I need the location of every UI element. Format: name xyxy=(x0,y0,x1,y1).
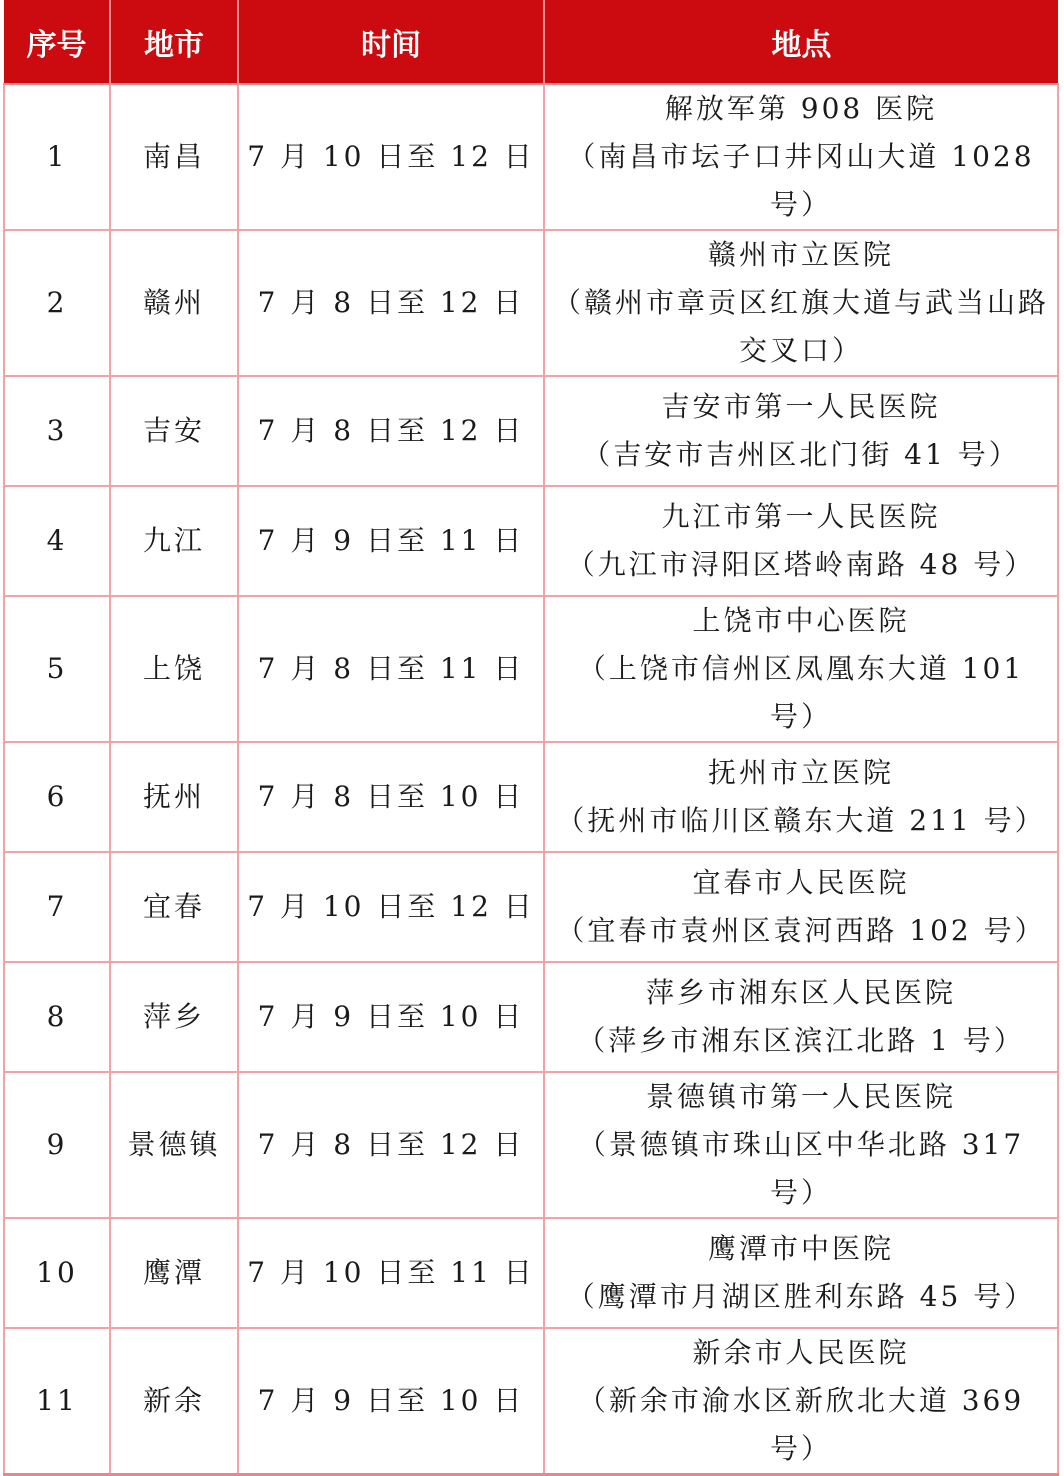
row-time: 7 月 9 日至 10 日 xyxy=(238,1328,544,1475)
place-address: （鹰潭市月湖区胜利东路 45 号） xyxy=(566,1280,1036,1313)
row-place xyxy=(544,1072,1058,1218)
row-time: 7 月 8 日至 10 日 xyxy=(238,742,544,852)
table-row xyxy=(4,742,1058,852)
row-city: 新余 xyxy=(110,1328,238,1475)
row-place xyxy=(544,486,1058,596)
place-address: （抚州市临川区赣东大道 211 号） xyxy=(556,804,1046,837)
table-row xyxy=(4,1072,1058,1218)
place-address: （萍乡市湘东区滨江北路 1 号） xyxy=(577,1024,1025,1057)
row-place xyxy=(544,376,1058,486)
row-city: 九江 xyxy=(110,486,238,596)
row-index: 1 xyxy=(4,84,110,230)
row-city: 景德镇 xyxy=(110,1072,238,1218)
row-index: 3 xyxy=(4,376,110,486)
place-address: （吉安市吉州区北门街 41 号） xyxy=(582,438,1020,471)
row-place xyxy=(544,962,1058,1072)
row-index: 5 xyxy=(4,596,110,742)
place-address: （南昌市坛子口井冈山大道 1028 号） xyxy=(567,140,1035,221)
row-place xyxy=(544,596,1058,742)
header-time: 时间 xyxy=(238,0,544,84)
place-address: （上饶市信州区凤凰东大道 101 号） xyxy=(577,652,1025,733)
hospital-schedule-table xyxy=(3,0,1059,1476)
place-name: 抚州市立医院 xyxy=(707,756,894,789)
place-name: 解放军第 908 医院 xyxy=(664,92,938,125)
place-name: 鹰潭市中医院 xyxy=(707,1232,894,1265)
row-place xyxy=(544,852,1058,962)
header-city: 地市 xyxy=(110,0,238,84)
row-index: 10 xyxy=(4,1218,110,1328)
row-time: 7 月 8 日至 11 日 xyxy=(238,596,544,742)
row-city: 宜春 xyxy=(110,852,238,962)
row-place xyxy=(544,230,1058,376)
header-place: 地点 xyxy=(544,0,1058,84)
row-time: 7 月 9 日至 10 日 xyxy=(238,962,544,1072)
table-header xyxy=(4,0,1058,84)
header-index: 序号 xyxy=(4,0,110,84)
table-row xyxy=(4,230,1058,376)
place-name: 吉安市第一人民医院 xyxy=(661,390,941,423)
row-city: 鹰潭 xyxy=(110,1218,238,1328)
row-index: 7 xyxy=(4,852,110,962)
row-city: 萍乡 xyxy=(110,962,238,1072)
row-time: 7 月 8 日至 12 日 xyxy=(238,230,544,376)
row-time: 7 月 10 日至 12 日 xyxy=(238,84,544,230)
row-place xyxy=(544,1218,1058,1328)
place-address: （新余市渝水区新欣北大道 369 号） xyxy=(577,1384,1025,1465)
place-name: 新余市人民医院 xyxy=(692,1336,910,1369)
place-address: （赣州市章贡区红旗大道与武当山路交叉口） xyxy=(552,286,1049,367)
row-place xyxy=(544,742,1058,852)
table-row xyxy=(4,962,1058,1072)
table-row xyxy=(4,486,1058,596)
table-row xyxy=(4,1218,1058,1328)
table-row xyxy=(4,852,1058,962)
row-index: 4 xyxy=(4,486,110,596)
row-city: 抚州 xyxy=(110,742,238,852)
row-place xyxy=(544,84,1058,230)
row-index: 2 xyxy=(4,230,110,376)
row-place xyxy=(544,1328,1058,1475)
table-body xyxy=(4,84,1058,1475)
row-city: 吉安 xyxy=(110,376,238,486)
row-index: 9 xyxy=(4,1072,110,1218)
row-index: 6 xyxy=(4,742,110,852)
row-time: 7 月 9 日至 11 日 xyxy=(238,486,544,596)
place-address: （宜春市袁州区袁河西路 102 号） xyxy=(556,914,1046,947)
row-time: 7 月 8 日至 12 日 xyxy=(238,376,544,486)
table-row xyxy=(4,1328,1058,1475)
row-time: 7 月 10 日至 11 日 xyxy=(238,1218,544,1328)
row-time: 7 月 10 日至 12 日 xyxy=(238,852,544,962)
place-name: 景德镇市第一人民医院 xyxy=(645,1080,956,1113)
table-row xyxy=(4,376,1058,486)
hospital-schedule-table-container xyxy=(3,0,1059,1465)
place-name: 萍乡市湘东区人民医院 xyxy=(645,976,956,1009)
row-city: 南昌 xyxy=(110,84,238,230)
row-time: 7 月 8 日至 12 日 xyxy=(238,1072,544,1218)
table-row xyxy=(4,596,1058,742)
table-row xyxy=(4,84,1058,230)
header-row xyxy=(4,0,1058,84)
place-name: 上饶市中心医院 xyxy=(692,604,910,637)
place-address: （景德镇市珠山区中华北路 317 号） xyxy=(577,1128,1025,1209)
place-name: 赣州市立医院 xyxy=(707,238,894,271)
row-city: 上饶 xyxy=(110,596,238,742)
place-address: （九江市浔阳区塔岭南路 48 号） xyxy=(566,548,1036,581)
place-name: 九江市第一人民医院 xyxy=(661,500,941,533)
row-city: 赣州 xyxy=(110,230,238,376)
place-name: 宜春市人民医院 xyxy=(692,866,910,899)
row-index: 8 xyxy=(4,962,110,1072)
row-index: 11 xyxy=(4,1328,110,1475)
